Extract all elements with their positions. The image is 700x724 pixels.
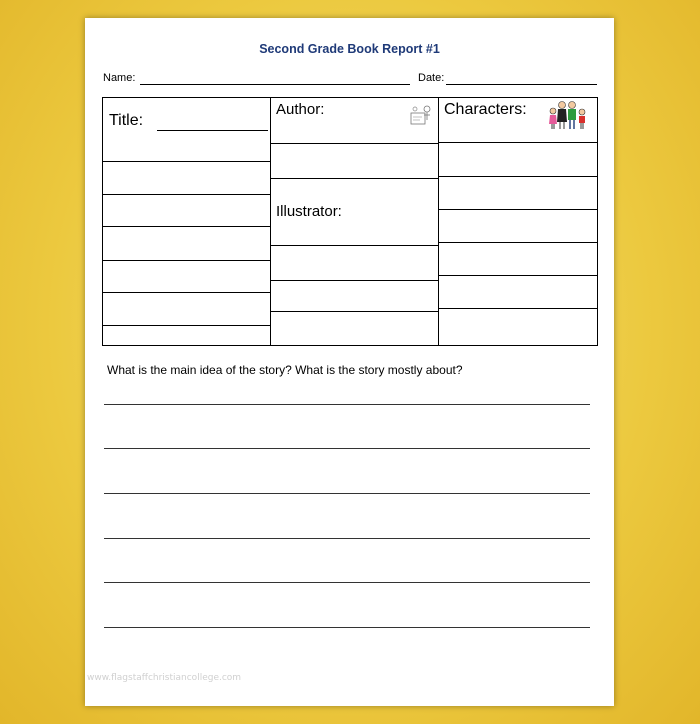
writing-line[interactable] (104, 582, 590, 583)
row-line (271, 178, 438, 179)
row-line (103, 226, 270, 227)
watermark: www.flagstaffchristiancollege.com (87, 673, 242, 683)
family-icon (547, 100, 589, 130)
title-label: Title: (109, 112, 144, 129)
row-line (439, 308, 597, 309)
row-line (439, 142, 597, 143)
row-line (271, 245, 438, 246)
row-line (439, 209, 597, 210)
writing-line[interactable] (104, 627, 590, 628)
illustrator-label: Illustrator: (276, 203, 342, 220)
author-drawing-icon (409, 104, 433, 126)
date-label: Date: (418, 72, 445, 84)
row-line (439, 242, 597, 243)
writing-line[interactable] (104, 538, 590, 539)
report-title: Second Grade Book Report #1 (259, 42, 440, 56)
row-line (271, 311, 438, 312)
author-column (270, 98, 439, 345)
writing-line[interactable] (104, 493, 590, 494)
title-blank-line[interactable] (157, 130, 268, 131)
row-line (271, 143, 438, 144)
date-blank-line[interactable] (446, 84, 597, 85)
row-line (103, 325, 270, 326)
name-blank-line[interactable] (140, 84, 410, 85)
row-line (103, 194, 270, 195)
author-label: Author: (276, 101, 325, 118)
characters-label: Characters: (444, 101, 527, 118)
row-line (103, 292, 270, 293)
writing-line[interactable] (104, 404, 590, 405)
row-line (439, 176, 597, 177)
worksheet-page (85, 18, 614, 706)
row-line (439, 275, 597, 276)
writing-line[interactable] (104, 448, 590, 449)
characters-column (439, 98, 597, 345)
main-idea-question: What is the main idea of the story? What is the story mostly about? (107, 363, 463, 377)
name-label: Name: (103, 72, 136, 84)
title-column (103, 98, 270, 345)
row-line (103, 260, 270, 261)
info-grid (102, 97, 598, 346)
row-line (271, 280, 438, 281)
row-line (103, 161, 270, 162)
